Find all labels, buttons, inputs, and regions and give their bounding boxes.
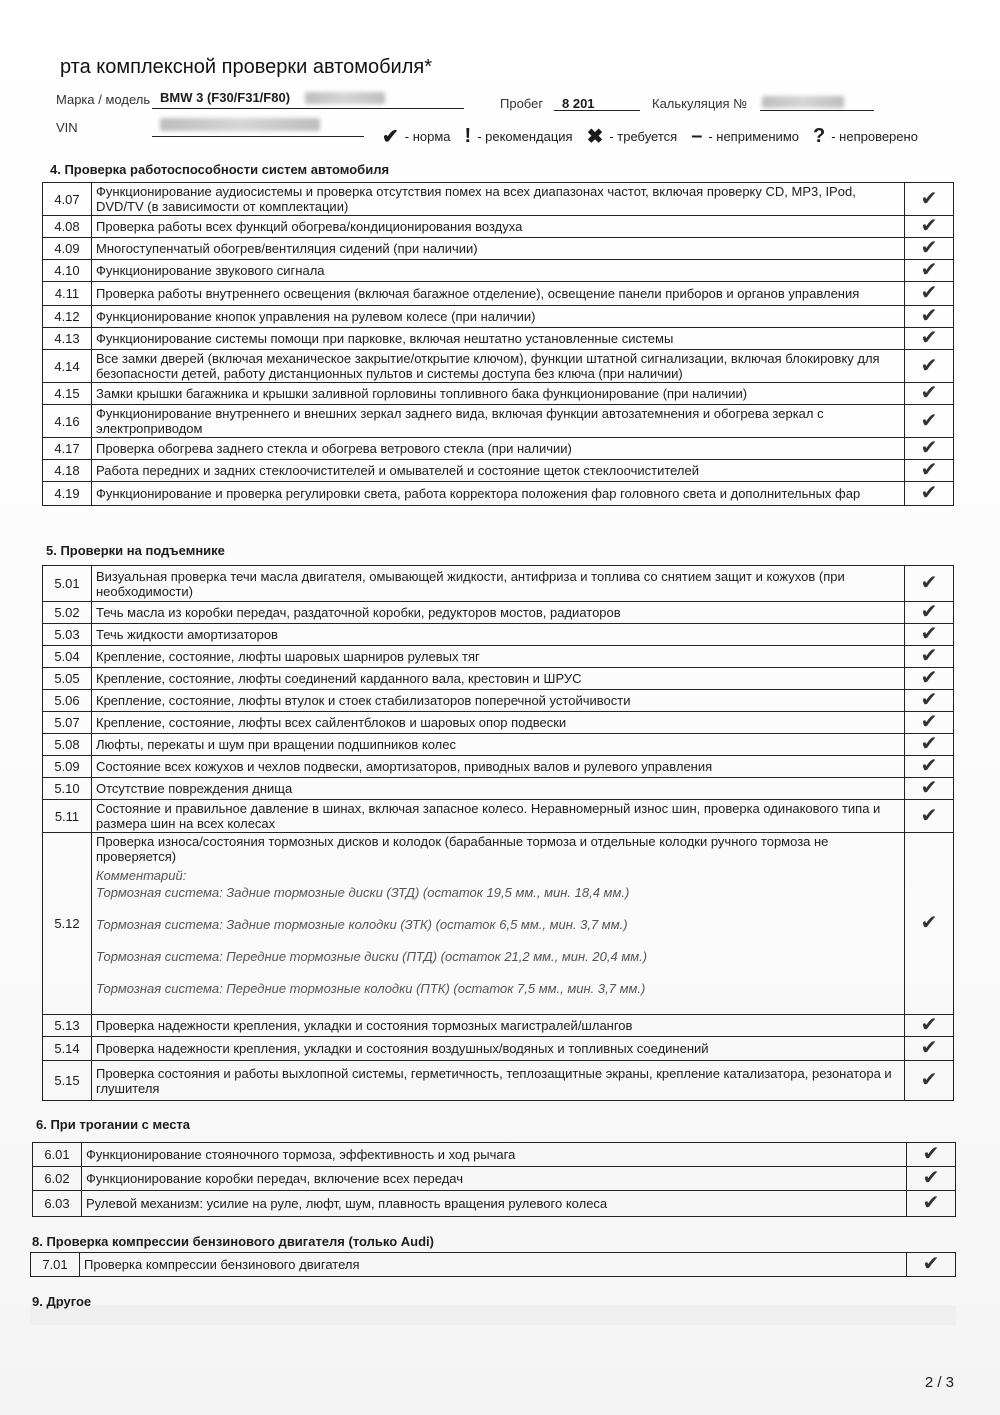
redacted-calculation (762, 96, 844, 108)
item-text: Крепление, состояние, люфты втулок и стоек стабилизаторов поперечной устойчивости (96, 693, 631, 708)
item-number: 4.07 (43, 183, 92, 216)
table-row (43, 260, 954, 282)
item-description (92, 328, 905, 350)
item-description (80, 1253, 907, 1277)
item-description (92, 646, 905, 668)
mileage-underline (554, 110, 640, 111)
item-number: 6.01 (33, 1143, 82, 1167)
check-icon: ✔ (905, 602, 954, 624)
item-text: Крепление, состояние, люфты шаровых шарниров рулевых тяг (96, 649, 480, 664)
item-text: Проверка надежности крепления, укладки и состояния воздушных/водяных и топливных соединений (96, 1041, 709, 1056)
comment-line: Тормозная система: Передние тормозные колодки (ПТК) (остаток 7,5 мм., мин. 3,7 мм.) (96, 981, 646, 996)
item-text: Визуальная проверка течи масла двигателя, омывающей жидкости, антифриза и топлива со снятием защит и кожухов (при необходимости) (96, 568, 845, 599)
section-title: 9. Другое (32, 1294, 92, 1309)
check-icon: ✔ (905, 216, 954, 238)
check-icon: ✔ (905, 350, 954, 383)
item-description (92, 350, 905, 383)
item-description (92, 260, 905, 282)
check-icon: ✔ (905, 756, 954, 778)
item-text: Крепление, состояние, люфты всех сайлентблоков и шаровых опор подвески (96, 715, 567, 730)
item-text: Течь жидкости амортизаторов (96, 627, 278, 642)
item-description (92, 566, 905, 602)
table-row (33, 1191, 956, 1217)
item-description (82, 1191, 907, 1217)
check-icon: ✔ (905, 282, 954, 306)
check-icon: ✔ (905, 646, 954, 668)
check-icon: ✔ (905, 306, 954, 328)
table-row (43, 383, 954, 405)
item-description (92, 602, 905, 624)
table-row (43, 1061, 954, 1101)
check-icon: ✔ (907, 1191, 956, 1217)
comment-line: Тормозная система: Передние тормозные диски (ПТД) (остаток 21,2 мм., мин. 20,4 мм.) (96, 949, 648, 964)
table-row (43, 602, 954, 624)
item-number: 4.16 (43, 405, 92, 438)
table-row (43, 460, 954, 482)
item-number: 4.15 (43, 383, 92, 405)
table-row (43, 646, 954, 668)
item-number: 4.18 (43, 460, 92, 482)
item-text: Проверка обогрева заднего стекла и обогрева ветрового стекла (при наличии) (96, 441, 572, 456)
check-icon: ✔ (382, 126, 399, 148)
table-row (43, 756, 954, 778)
item-comment (96, 868, 900, 996)
table-row (31, 1253, 956, 1277)
item-number: 5.14 (43, 1037, 92, 1061)
item-text: Состояние всех кожухов и чехлов подвески, амортизаторов, приводных валов и рулевого управления (96, 759, 713, 774)
vin-label: VIN (56, 120, 78, 135)
item-text: Функционирование кнопок управления на рулевом колесе (при наличии) (96, 309, 536, 324)
item-description (82, 1167, 907, 1191)
item-number: 4.12 (43, 306, 92, 328)
item-description (92, 405, 905, 438)
check-icon: ✔ (905, 566, 954, 602)
check-icon: ✔ (905, 405, 954, 438)
table-row (43, 734, 954, 756)
item-description (92, 1037, 905, 1061)
check-icon: ✔ (905, 778, 954, 800)
document-title: рта комплексной проверки автомобиля* (60, 56, 432, 78)
mileage-label: Пробег (500, 96, 544, 111)
item-number: 4.10 (43, 260, 92, 282)
check-icon: ✔ (905, 800, 954, 833)
item-number: 5.04 (43, 646, 92, 668)
check-icon: ✔ (905, 383, 954, 405)
table-row (43, 668, 954, 690)
item-description (92, 482, 905, 506)
legend-not-checked: - непроверено (831, 129, 918, 144)
check-icon: ✔ (905, 482, 954, 506)
item-number: 5.01 (43, 566, 92, 602)
table-row (43, 566, 954, 602)
item-description (92, 734, 905, 756)
table-row (43, 800, 954, 833)
table-row (43, 238, 954, 260)
item-description (92, 282, 905, 306)
comment-line: Комментарий: (96, 868, 187, 883)
item-number: 5.11 (43, 800, 92, 833)
table-row (43, 282, 954, 306)
item-text: Проверка работы всех функций обогрева/кондиционирования воздуха (96, 219, 523, 234)
item-description (92, 238, 905, 260)
section-title: 5. Проверки на подъемнике (46, 543, 225, 558)
item-text: Многоступенчатый обогрев/вентиляция сидений (при наличии) (96, 241, 478, 256)
check-icon: ✔ (905, 1037, 954, 1061)
check-icon: ✔ (905, 668, 954, 690)
check-icon: ✔ (905, 438, 954, 460)
comment-line: Тормозная система: Задние тормозные колодки (ЗТК) (остаток 6,5 мм., мин. 3,7 мм.) (96, 917, 628, 932)
redacted-model (305, 92, 385, 104)
question-icon: ? (813, 125, 826, 147)
item-number: 4.17 (43, 438, 92, 460)
table-row (43, 438, 954, 460)
item-text: Проверка надежности крепления, укладки и состояния тормозных магистралей/шлангов (96, 1018, 633, 1033)
item-text: Функционирование звукового сигнала (96, 263, 325, 278)
item-text: Функционирование аудиосистемы и проверка отсутствия помех на всех диапазонах частот, включая проверку CD, MP3, IPod, DVD/TV (в зависимости от комплектации) (96, 184, 856, 214)
check-icon: ✔ (905, 238, 954, 260)
item-number: 4.19 (43, 482, 92, 506)
mileage-value: 8 201 (562, 96, 595, 111)
item-text: Люфты, перекаты и шум при вращении подшипников колес (96, 737, 456, 752)
table-row (43, 1037, 954, 1061)
item-text: Функционирование системы помощи при парковке, включая нештатно установленные системы (96, 331, 674, 346)
item-text: Течь масла из коробки передач, раздаточной коробки, редукторов мостов, радиаторов (96, 605, 621, 620)
item-description (92, 624, 905, 646)
exclamation-icon: ! (464, 125, 472, 147)
page-number: 2 / 3 (924, 1374, 954, 1391)
table-row (43, 833, 954, 1015)
item-text: Отсутствие повреждения днища (96, 781, 293, 796)
item-text: Проверка состояния и работы выхлопной системы, герметичность, теплозащитные экраны, крепление катализатора, резонатора и глушителя (96, 1065, 892, 1096)
item-text: Работа передних и задних стеклоочистителей и омывателей и состояние щеток стеклоочистителей (96, 463, 700, 478)
legend (382, 124, 932, 149)
item-description (92, 668, 905, 690)
item-text: Функционирование внутреннего и внешних зеркал заднего вида, включая функции автозатемнения и обогрева зеркал с электроприводом (96, 406, 824, 436)
item-number: 4.14 (43, 350, 92, 383)
item-number: 5.03 (43, 624, 92, 646)
legend-norm: - норма (404, 129, 451, 144)
vin-underline (152, 136, 364, 137)
check-icon: ✔ (905, 183, 954, 216)
section-table (30, 1252, 956, 1277)
other-section-bar (30, 1305, 956, 1325)
item-description (92, 438, 905, 460)
item-description (92, 306, 905, 328)
legend-required: - требуется (609, 129, 678, 144)
section-title: 6. При трогании с места (36, 1117, 191, 1132)
item-number: 5.02 (43, 602, 92, 624)
check-icon: ✔ (905, 1061, 954, 1101)
check-icon: ✔ (905, 833, 954, 1015)
check-icon: ✔ (905, 328, 954, 350)
item-number: 5.13 (43, 1015, 92, 1037)
section-title: 8. Проверка компрессии бензинового двигателя (только Audi) (32, 1234, 434, 1249)
item-number: 5.05 (43, 668, 92, 690)
redacted-vin (160, 118, 320, 131)
item-number: 4.11 (43, 282, 92, 306)
item-text: Проверка компрессии бензинового двигателя (84, 1257, 360, 1272)
table-row (43, 183, 954, 216)
table-row (43, 405, 954, 438)
item-description (92, 1015, 905, 1037)
item-description (82, 1143, 907, 1167)
table-row (43, 778, 954, 800)
item-text: Функционирование и проверка регулировки света, работа корректора положения фар головного света и дополнительных фар (96, 486, 861, 501)
item-number: 4.08 (43, 216, 92, 238)
item-number: 6.03 (33, 1191, 82, 1217)
table-row (43, 216, 954, 238)
cross-icon: ✖ (586, 126, 604, 148)
item-number: 5.10 (43, 778, 92, 800)
table-row (33, 1167, 956, 1191)
section-table (32, 1142, 956, 1217)
item-description (92, 383, 905, 405)
item-text: Функционирование коробки передач, включение всех передач (86, 1171, 463, 1186)
item-number: 7.01 (31, 1253, 80, 1277)
section-title: 4. Проверка работоспособности систем автомобиля (50, 162, 390, 177)
brand-model-value: BMW 3 (F30/F31/F80) (160, 90, 291, 105)
item-description (92, 833, 905, 1015)
item-text: Проверка работы внутреннего освещения (включая багажное отделение), освещение панели приборов и органов управления (96, 286, 860, 301)
table-row (33, 1143, 956, 1167)
table-row (43, 328, 954, 350)
check-icon: ✔ (905, 712, 954, 734)
table-row (43, 350, 954, 383)
table-row (43, 690, 954, 712)
item-description (92, 183, 905, 216)
item-description (92, 712, 905, 734)
item-description (92, 460, 905, 482)
item-number: 4.13 (43, 328, 92, 350)
item-number: 6.02 (33, 1167, 82, 1191)
item-number: 5.07 (43, 712, 92, 734)
item-description (92, 1061, 905, 1101)
item-number: 5.09 (43, 756, 92, 778)
check-icon: ✔ (907, 1253, 956, 1277)
table-row (43, 306, 954, 328)
check-icon: ✔ (905, 1015, 954, 1037)
check-icon: ✔ (905, 260, 954, 282)
check-icon: ✔ (907, 1167, 956, 1191)
check-icon: ✔ (905, 624, 954, 646)
item-description (92, 800, 905, 833)
legend-not-applicable: - неприменимо (708, 129, 799, 144)
table-row (43, 482, 954, 506)
table-row (43, 1015, 954, 1037)
dash-icon: – (691, 125, 703, 147)
item-description (92, 756, 905, 778)
item-number: 5.12 (43, 833, 92, 1015)
item-number: 4.09 (43, 238, 92, 260)
section-table (42, 565, 954, 1101)
check-icon: ✔ (905, 690, 954, 712)
item-text: Рулевой механизм: усилие на руле, люфт, шум, плавность вращения рулевого колеса (86, 1196, 608, 1211)
table-row (43, 712, 954, 734)
comment-line: Тормозная система: Задние тормозные диски (ЗТД) (остаток 19,5 мм., мин. 18,4 мм.) (96, 885, 630, 900)
item-number: 5.06 (43, 690, 92, 712)
item-text: Замки крышки багажника и крышки заливной горловины топливного бака функционирование (при наличии) (96, 386, 748, 401)
check-icon: ✔ (905, 734, 954, 756)
legend-recommendation: - рекомендация (477, 129, 573, 144)
brand-model-underline (152, 108, 464, 109)
item-text: Проверка износа/состояния тормозных дисков и колодок (барабанные тормоза и отдельные колодки ручного тормоза не проверяется) (96, 834, 829, 864)
calculation-underline (760, 110, 874, 111)
item-number: 5.08 (43, 734, 92, 756)
item-description (92, 778, 905, 800)
item-text: Функционирование стояночного тормоза, эффективность и ход рычага (86, 1147, 516, 1162)
check-icon: ✔ (905, 460, 954, 482)
check-icon: ✔ (907, 1143, 956, 1167)
section-table (42, 182, 954, 506)
calculation-label: Калькуляция № (652, 96, 748, 111)
table-row (43, 624, 954, 646)
item-description (92, 216, 905, 238)
item-text: Состояние и правильное давление в шинах, включая запасное колесо. Неравномерный износ шин, проверка одинакового типа и размера шин на всех колесах (96, 801, 881, 831)
item-text: Крепление, состояние, люфты соединений карданного вала, крестовин и ШРУС (96, 671, 582, 686)
item-number: 5.15 (43, 1061, 92, 1101)
brand-model-label: Марка / модель (56, 92, 151, 107)
item-description (92, 690, 905, 712)
item-text: Все замки дверей (включая механическое закрытие/открытие ключом), функции штатной сигнализации, включая блокировку для безопасности детей, работу дистанционных пультов и системы доступа без ключа (при наличии) (96, 351, 880, 381)
